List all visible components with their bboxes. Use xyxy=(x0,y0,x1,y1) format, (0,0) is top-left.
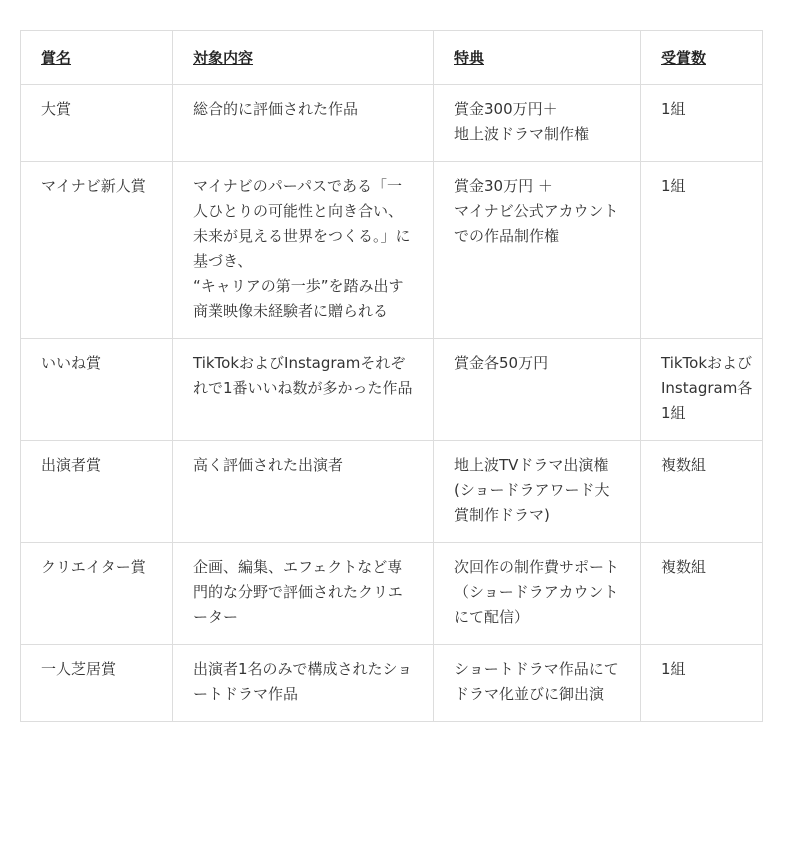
cell-award-name: 出演者賞 xyxy=(21,441,173,543)
header-label: 対象内容 xyxy=(193,49,254,67)
cell-target: 出演者1名のみで構成されたショートドラマ作品 xyxy=(173,645,434,722)
table-row xyxy=(21,85,763,162)
cell-benefit: 次回作の制作費サポート （ショードラアカウントにて配信） xyxy=(434,543,641,645)
cell-target: TikTokおよびInstagramそれぞれで1番いいね数が多かった作品 xyxy=(173,339,434,441)
cell-benefit: 地上波TVドラマ出演権(ショードラアワード大賞制作ドラマ) xyxy=(434,441,641,543)
cell-award-name: マイナビ新人賞 xyxy=(21,162,173,339)
table-row xyxy=(21,543,763,645)
cell-count: 1組 xyxy=(641,162,763,339)
cell-benefit: 賞金30万円 ＋ マイナビ公式アカウントでの作品制作権 xyxy=(434,162,641,339)
header-benefit xyxy=(434,31,641,85)
table-row xyxy=(21,645,763,722)
cell-count: TikTokおよびInstagram各1組 xyxy=(641,339,763,441)
header-count xyxy=(641,31,763,85)
cell-count: 1組 xyxy=(641,645,763,722)
cell-target: 総合的に評価された作品 xyxy=(173,85,434,162)
cell-count: 複数組 xyxy=(641,441,763,543)
cell-award-name: 大賞 xyxy=(21,85,173,162)
cell-award-name: 一人芝居賞 xyxy=(21,645,173,722)
cell-benefit: 賞金各50万円 xyxy=(434,339,641,441)
header-award-name xyxy=(21,31,173,85)
cell-target: 高く評価された出演者 xyxy=(173,441,434,543)
header-label: 受賞数 xyxy=(661,49,707,67)
award-table xyxy=(20,30,763,722)
header-label: 特典 xyxy=(454,49,485,67)
award-table-container xyxy=(20,30,762,722)
cell-award-name: クリエイター賞 xyxy=(21,543,173,645)
cell-target: 企画、編集、エフェクトなど専門的な分野で評価されたクリエーター xyxy=(173,543,434,645)
header-target xyxy=(173,31,434,85)
cell-award-name: いいね賞 xyxy=(21,339,173,441)
header-label: 賞名 xyxy=(41,49,72,67)
cell-count: 1組 xyxy=(641,85,763,162)
table-row xyxy=(21,441,763,543)
table-row xyxy=(21,162,763,339)
table-row xyxy=(21,339,763,441)
table-header-row xyxy=(21,31,763,85)
cell-benefit: 賞金300万円＋ 地上波ドラマ制作権 xyxy=(434,85,641,162)
cell-benefit: ショートドラマ作品にてドラマ化並びに御出演 xyxy=(434,645,641,722)
cell-count: 複数組 xyxy=(641,543,763,645)
cell-target: マイナビのパーパスである「一人ひとりの可能性と向き合い、未来が見える世界をつくる。」に基づき、 “キャリアの第一歩”を踏み出す商業映像未経験者に贈られる xyxy=(173,162,434,339)
